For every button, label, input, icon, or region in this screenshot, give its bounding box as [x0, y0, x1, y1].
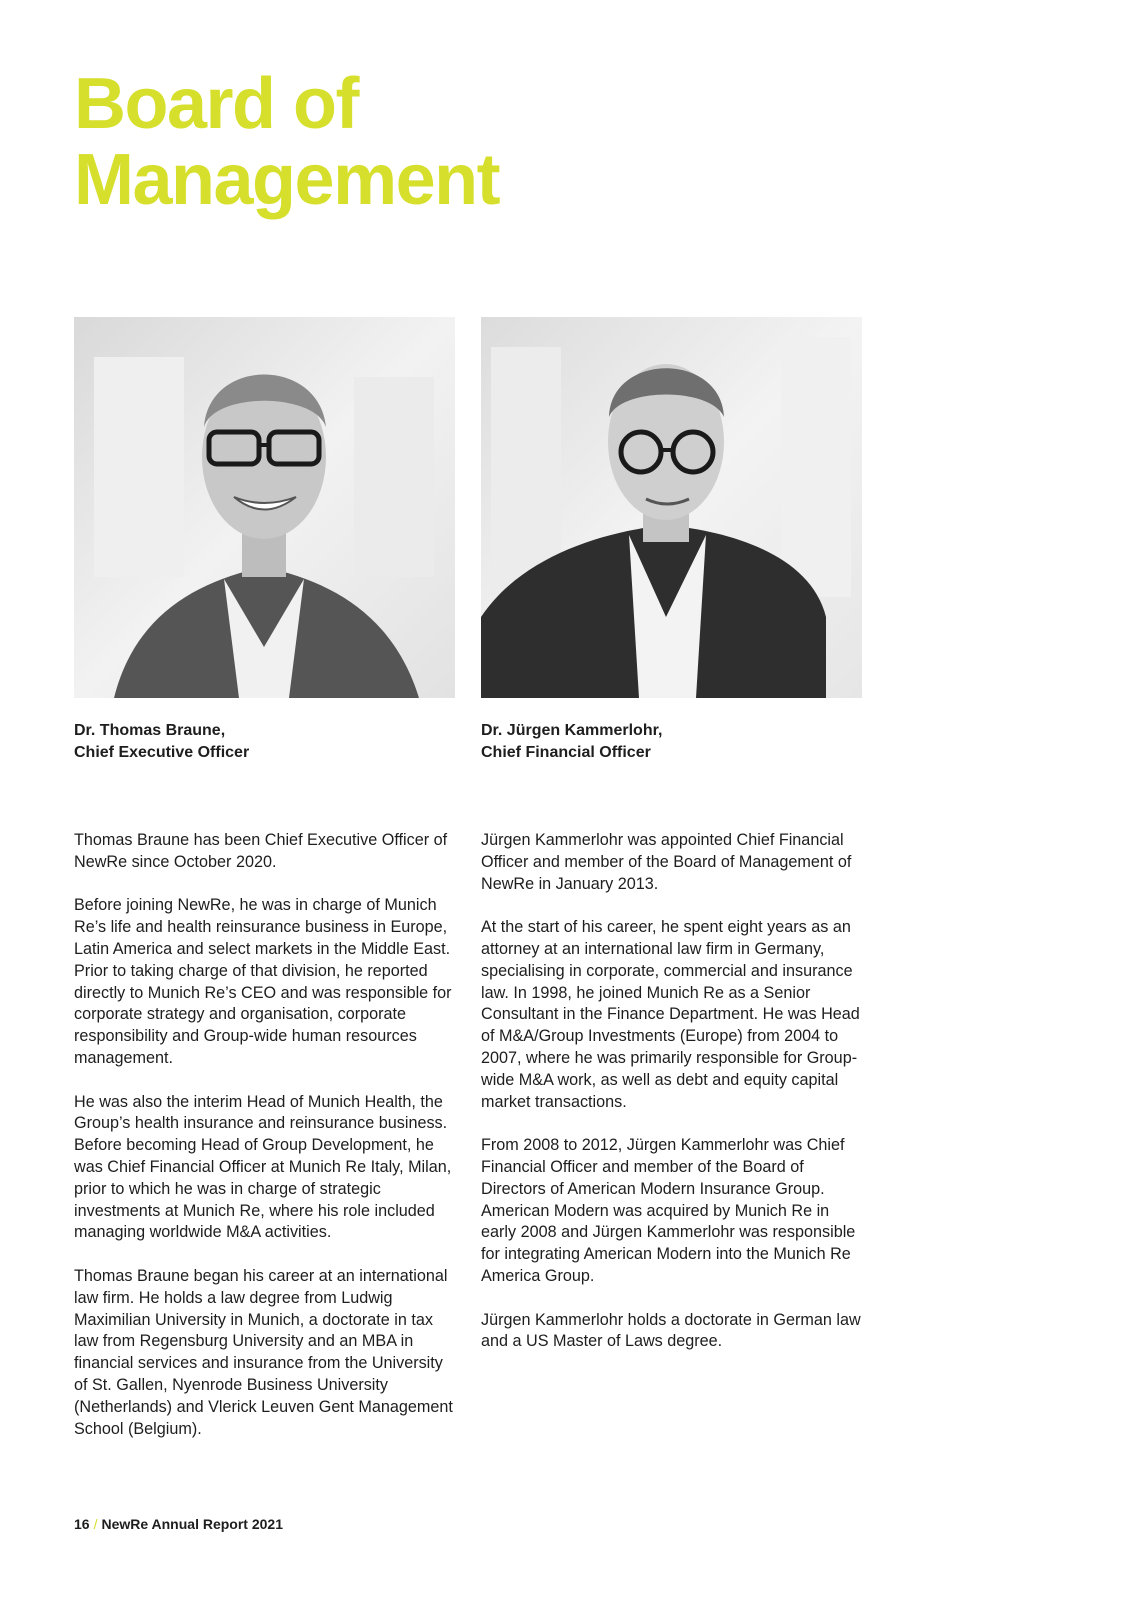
cfo-caption [481, 720, 662, 764]
cfo-biography [481, 830, 867, 1375]
cfo-portrait-photo [481, 317, 862, 698]
footer-separator: / [93, 1516, 98, 1532]
ceo-biography [74, 830, 460, 1462]
ceo-caption [74, 720, 249, 764]
ceo-bio-paragraph: He was also the interim Head of Munich Health, the Group’s health insurance and reinsurance business. Before becoming Head of Group Development, he was Chief Financial Officer at Munich Re Italy, Milan, prior to which he was in charge of strategic investments at Munich Re, where his role included managing worldwide M&A activities. [74, 1092, 452, 1242]
ceo-bio-paragraph: Before joining NewRe, he was in charge of Munich Re’s life and health reinsurance business in Europe, Latin America and select markets in the Middle East. Prior to taking charge of that division, he reported directly to Munich Re’s CEO and was responsible for corporate strategy and organisation, corporate responsibility and Group-wide human resources management. [74, 896, 452, 1067]
page-footer [74, 1516, 283, 1532]
page-title: Board of Management [74, 64, 500, 220]
ceo-bio-paragraph: Thomas Braune began his career at an international law firm. He holds a law degree from Ludwig Maximilian University in Munich, a doctorate in tax law from Regensburg University and an MBA in financial services and insurance from the University of St. Gallen, Nyenrode Business University (Netherlands) and Vlerick Leuven Gent Management School (Belgium). [74, 1266, 453, 1438]
cfo-bio-paragraph: Jürgen Kammerlohr holds a doctorate in German law and a US Master of Laws degree. [481, 1310, 861, 1351]
cfo-name: Dr. Jürgen Kammerlohr, [481, 722, 663, 739]
page-number: 16 [74, 1516, 90, 1532]
publication-title: NewRe Annual Report 2021 [101, 1516, 283, 1532]
cfo-bio-paragraph: From 2008 to 2012, Jürgen Kammerlohr was Chief Financial Officer and member of the Board of Directors of American Modern Insurance Group. American Modern was acquired by Munich Re in early 2008 and Jürgen Kammerlohr was responsible for integrating American Modern into the Munich Re America Group. [481, 1136, 856, 1285]
cfo-bio-paragraph: At the start of his career, he spent eight years as an attorney at an international law firm in Germany, specialising in corporate, commercial and insurance law. In 1998, he joined Munich Re as a Senior Consultant in the Finance Department. He was Head of M&A/Group Investments (Europe) from 2004 to 2007, where he was primarily responsible for Group-wide M&A work, as well as debt and equity capital market transactions. [481, 918, 860, 1111]
ceo-portrait-photo [74, 317, 455, 698]
ceo-bio-paragraph: Thomas Braune has been Chief Executive Officer of NewRe since October 2020. [74, 831, 448, 871]
ceo-name: Dr. Thomas Braune, [74, 722, 226, 739]
ceo-role: Chief Executive Officer [74, 744, 250, 761]
cfo-role: Chief Financial Officer [481, 744, 651, 761]
cfo-bio-paragraph: Jürgen Kammerlohr was appointed Chief Financial Officer and member of the Board of Management of NewRe in January 2013. [481, 831, 852, 893]
